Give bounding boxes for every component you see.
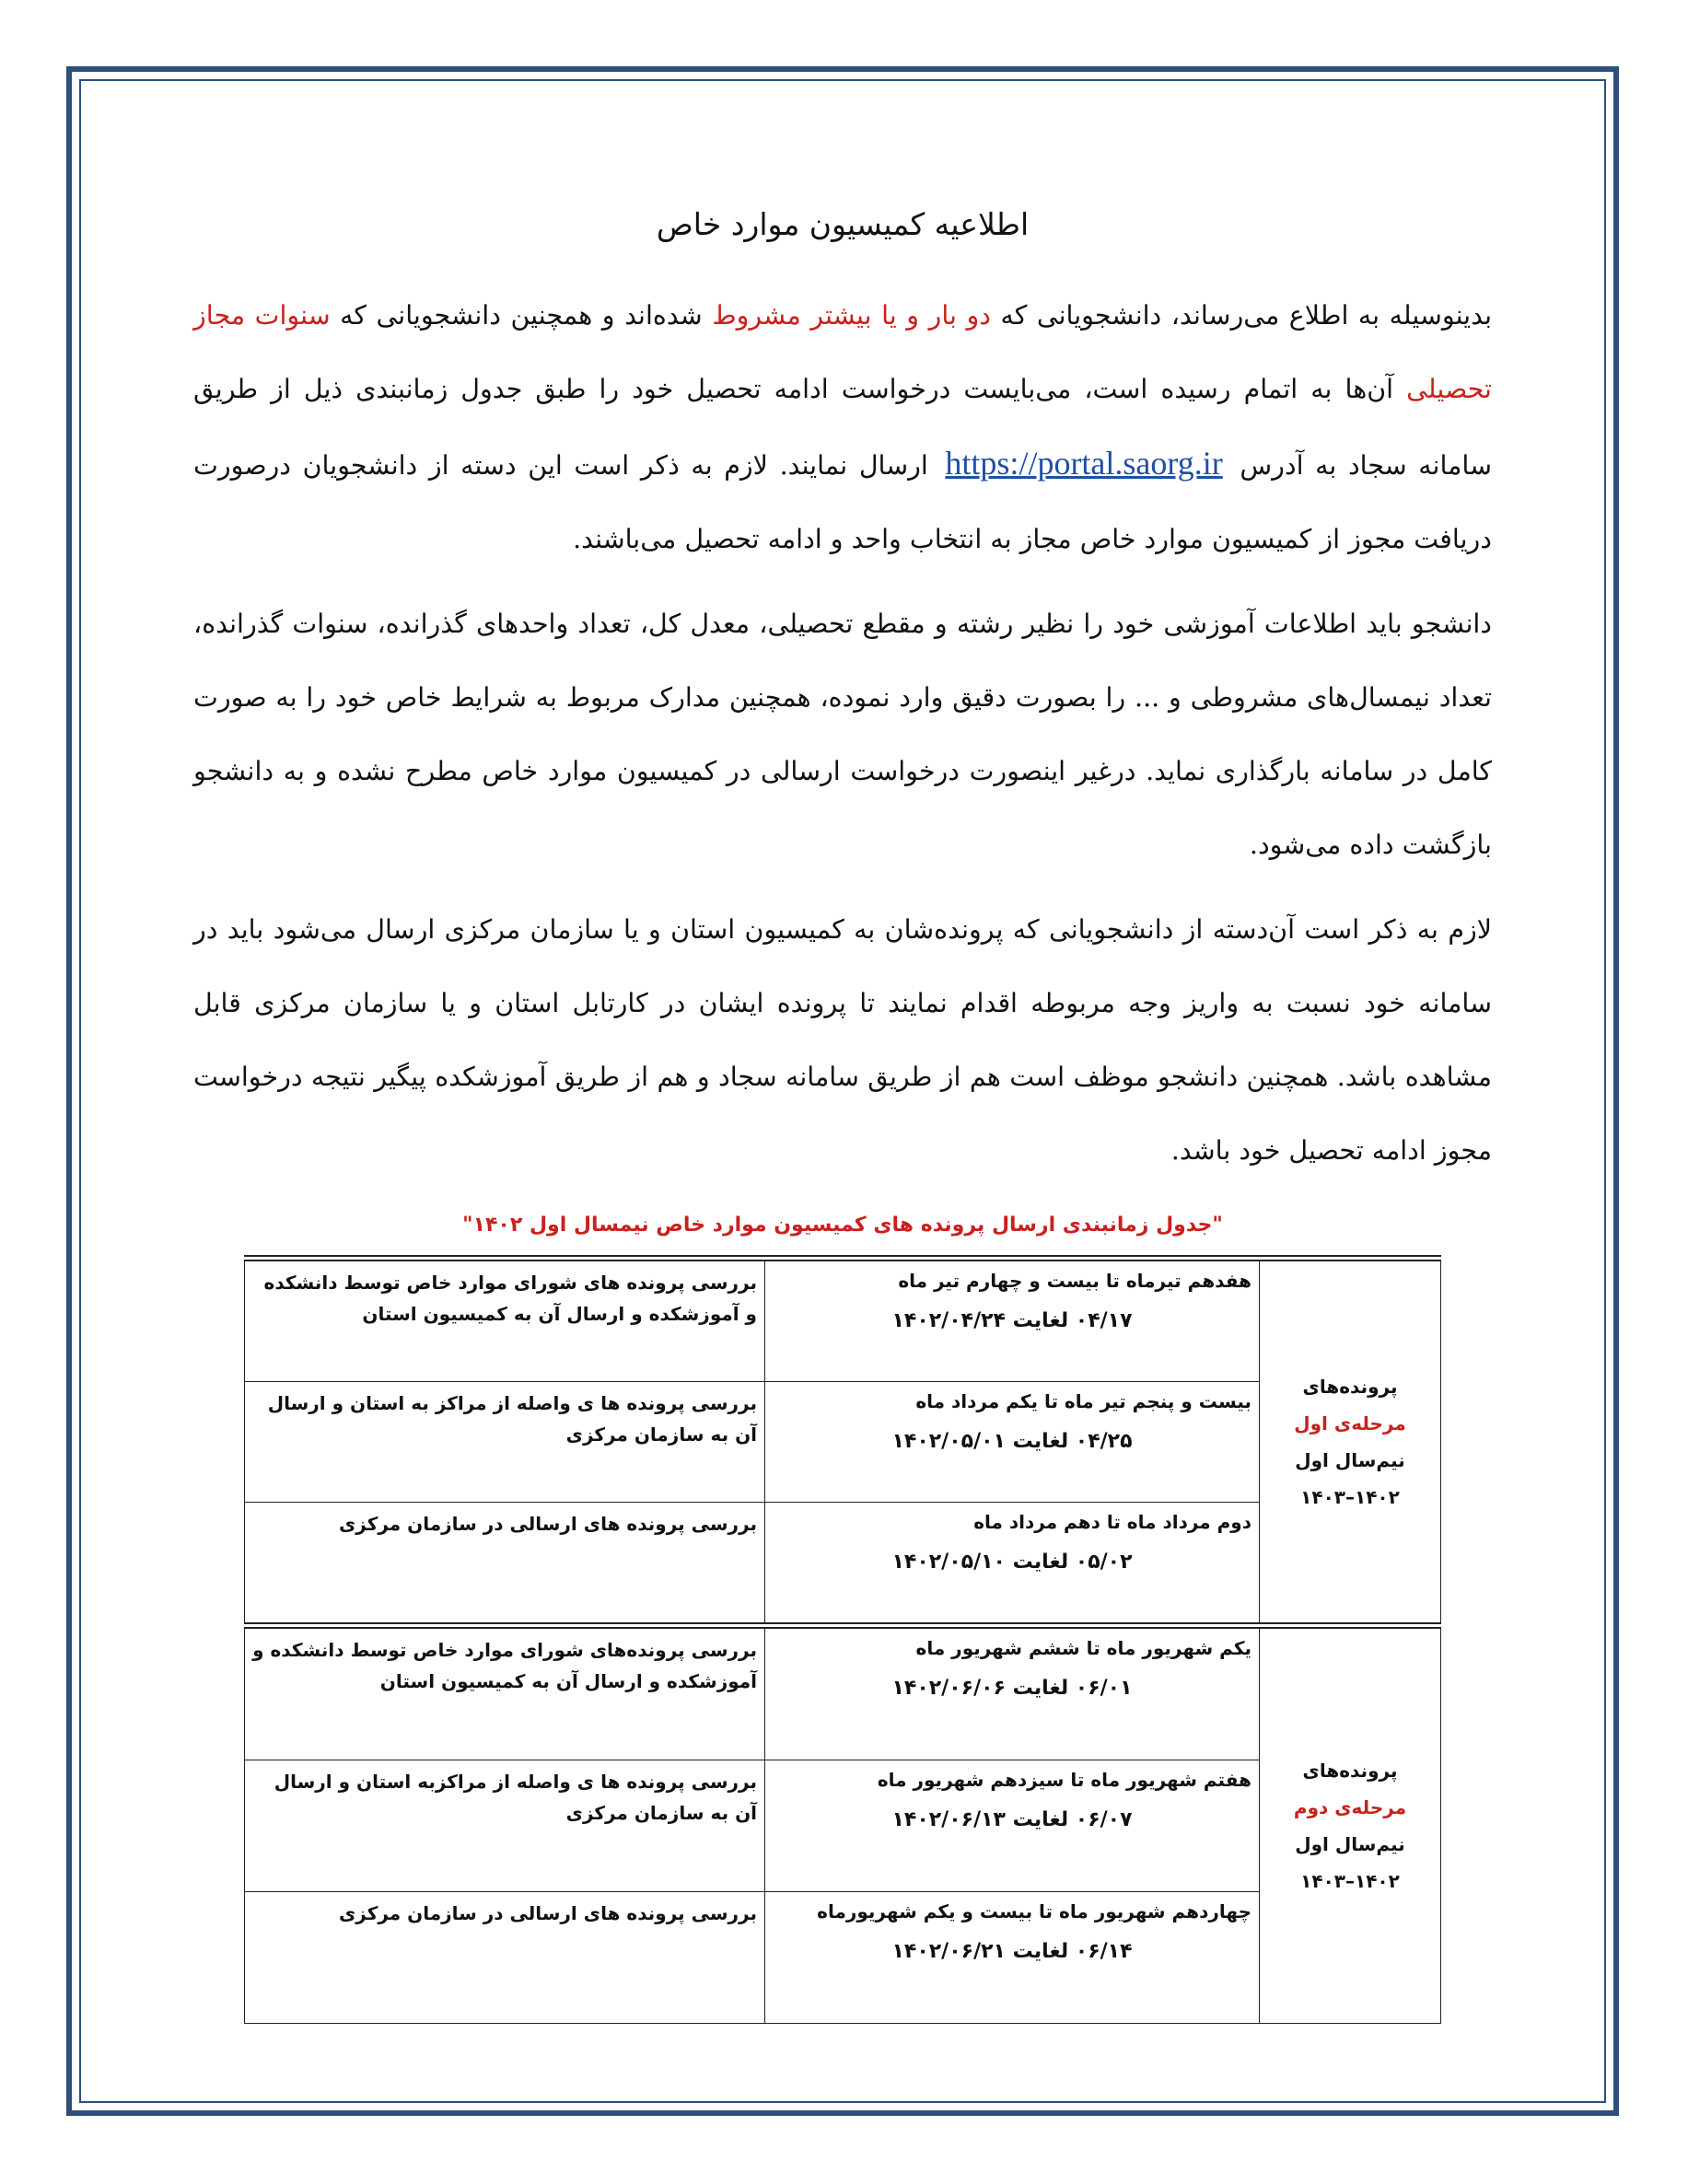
phase-stage: مرحله‌ی اول <box>1294 1412 1406 1435</box>
date-range: ۰۶/۱۴ لغایت ۱۴۰۲/۰۶/۲۱ <box>891 1940 1133 1963</box>
period-text: چهاردهم شهریور ماه تا بیست و یکم شهریورماه <box>817 1900 1251 1923</box>
action-cell: بررسی پرونده ها ی واصله از مراکز به استان و ارسال آن به سازمان مرکزی <box>245 1382 765 1503</box>
phase-semester: نیم‌سال اول <box>1295 1449 1405 1471</box>
action-cell: بررسی پرونده های شورای موارد خاص توسط دانشکده و آموزشکده و ارسال آن به کمیسیون استان <box>245 1259 765 1382</box>
table-caption: "جدول زمانبندی ارسال پرونده های کمیسیون موارد خاص نیمسال اول ۱۴۰۲" <box>462 1214 1223 1237</box>
date-range: ۰۴/۲۵ لغایت ۱۴۰۲/۰۵/۰۱ <box>891 1430 1133 1453</box>
date-range: ۰۴/۱۷ لغایت ۱۴۰۲/۰۴/۲۴ <box>891 1309 1133 1332</box>
period-text: یکم شهریور ماه تا ششم شهریور ماه <box>915 1637 1251 1659</box>
intro-text-3: آن‌ها به اتمام رسیده است، می‌بایست درخواست ادامه تحصیل خود را طبق جدول زمانبندی ذیل از طریق سامانه سجاد به آدرس <box>193 374 1492 481</box>
action-cell: بررسی پرونده های ارسالی در سازمان مرکزی <box>245 1892 765 2024</box>
intro-highlight-probation: دو بار و یا بیشتر مشروط <box>712 300 991 331</box>
date-cell <box>765 1503 1260 1626</box>
period-text: هفدهم تیرماه تا بیست و چهارم تیر ماه <box>898 1270 1251 1292</box>
paragraph-payment: لازم به ذکر است آن‌دسته از دانشجویانی که پرونده‌شان به کمیسیون استان و یا سازمان مرکزی ارسال می‌شود باید در سامانه خود نسبت به واریز وجه مربوطه اقدام نمایند تا پرونده ایشان در کارتابل استان و یا سازمان مرکزی قابل مشاهده باشد. همچنین دانشجو موظف است هم از طریق سامانه سجاد و هم از طریق آموزشکده پیگیر نتیجه درخواست مجوز ادامه تحصیل خود باشد. <box>193 914 1492 1166</box>
intro-text-4: ارسال نمایند. لازم به ذکر است این دسته از دانشجویان درصورت دریافت مجوز از کمیسیون موارد خاص مجاز به انتخاب واحد و ادامه تحصیل می‌باشند. <box>193 450 1492 554</box>
intro-text-1: بدینوسیله به اطلاع می‌رساند، دانشجویانی که <box>990 300 1492 331</box>
phase-year: ۱۴۰۲–۱۴۰۳ <box>1300 1870 1400 1892</box>
paragraph-intro <box>193 279 1492 576</box>
period-text: بیست و پنجم تیر ماه تا یکم مرداد ماه <box>915 1390 1251 1412</box>
date-cell <box>765 1892 1260 2024</box>
action-cell: بررسی پرونده‌های شورای موارد خاص توسط دانشکده و آموزشکده و ارسال آن به کمیسیون استان <box>245 1626 765 1760</box>
portal-link[interactable]: https://portal.saorg.ir <box>945 445 1223 482</box>
date-range: ۰۶/۰۱ لغایت ۱۴۰۲/۰۶/۰۶ <box>891 1677 1133 1700</box>
date-range: ۰۶/۰۷ لغایت ۱۴۰۲/۰۶/۱۳ <box>891 1808 1133 1831</box>
paragraph-requirements: دانشجو باید اطلاعات آموزشی خود را نظیر رشته و مقطع تحصیلی، معدل کل، تعداد واحدهای گذرانده، سنوات گذرانده، تعداد نیمسال‌های مشروطی و ... را بصورت دقیق وارد نموده، همچنین مدارک مربوط به شرایط خاص خود را به صورت کامل در سامانه بارگذاری نماید. درغیر اینصورت درخواست ارسالی در کمیسیون موارد خاص مطرح نشده و به دانشجو بازگشت داده می‌شود. <box>193 609 1492 860</box>
action-cell: بررسی پرونده های ارسالی در سازمان مرکزی <box>245 1503 765 1626</box>
phase-semester: نیم‌سال اول <box>1295 1833 1405 1855</box>
date-cell <box>765 1382 1260 1503</box>
schedule-table <box>244 1255 1441 2024</box>
date-cell <box>765 1760 1260 1892</box>
phase-stage: مرحله‌ی دوم <box>1293 1796 1407 1818</box>
date-cell <box>765 1626 1260 1760</box>
table-row <box>245 1626 1441 1760</box>
document-content <box>193 193 1492 2024</box>
table-row <box>245 1259 1441 1382</box>
action-cell: بررسی پرونده ها ی واصله از مراکزبه استان و ارسال آن به سازمان مرکزی <box>245 1760 765 1892</box>
date-range: ۰۵/۰۲ لغایت ۱۴۰۲/۰۵/۱۰ <box>891 1551 1133 1574</box>
phase-year: ۱۴۰۲–۱۴۰۳ <box>1300 1486 1400 1508</box>
phase-label: پرونده‌های <box>1302 1760 1398 1782</box>
intro-text-2: شده‌اند و همچنین دانشجویانی که <box>330 300 713 331</box>
period-text: هفتم شهریور ماه تا سیزدهم شهریور ماه <box>877 1769 1251 1791</box>
phase-cell-second <box>1260 1626 1441 2024</box>
page-title: اطلاعیه کمیسیون موارد خاص <box>656 206 1030 242</box>
date-cell <box>765 1259 1260 1382</box>
intro-highlight-study-years: سنوات مجاز تحصیلی <box>193 300 1492 404</box>
phase-label: پرونده‌های <box>1302 1376 1398 1398</box>
phase-cell-first <box>1260 1259 1441 1626</box>
period-text: دوم مرداد ماه تا دهم مرداد ماه <box>973 1511 1251 1533</box>
